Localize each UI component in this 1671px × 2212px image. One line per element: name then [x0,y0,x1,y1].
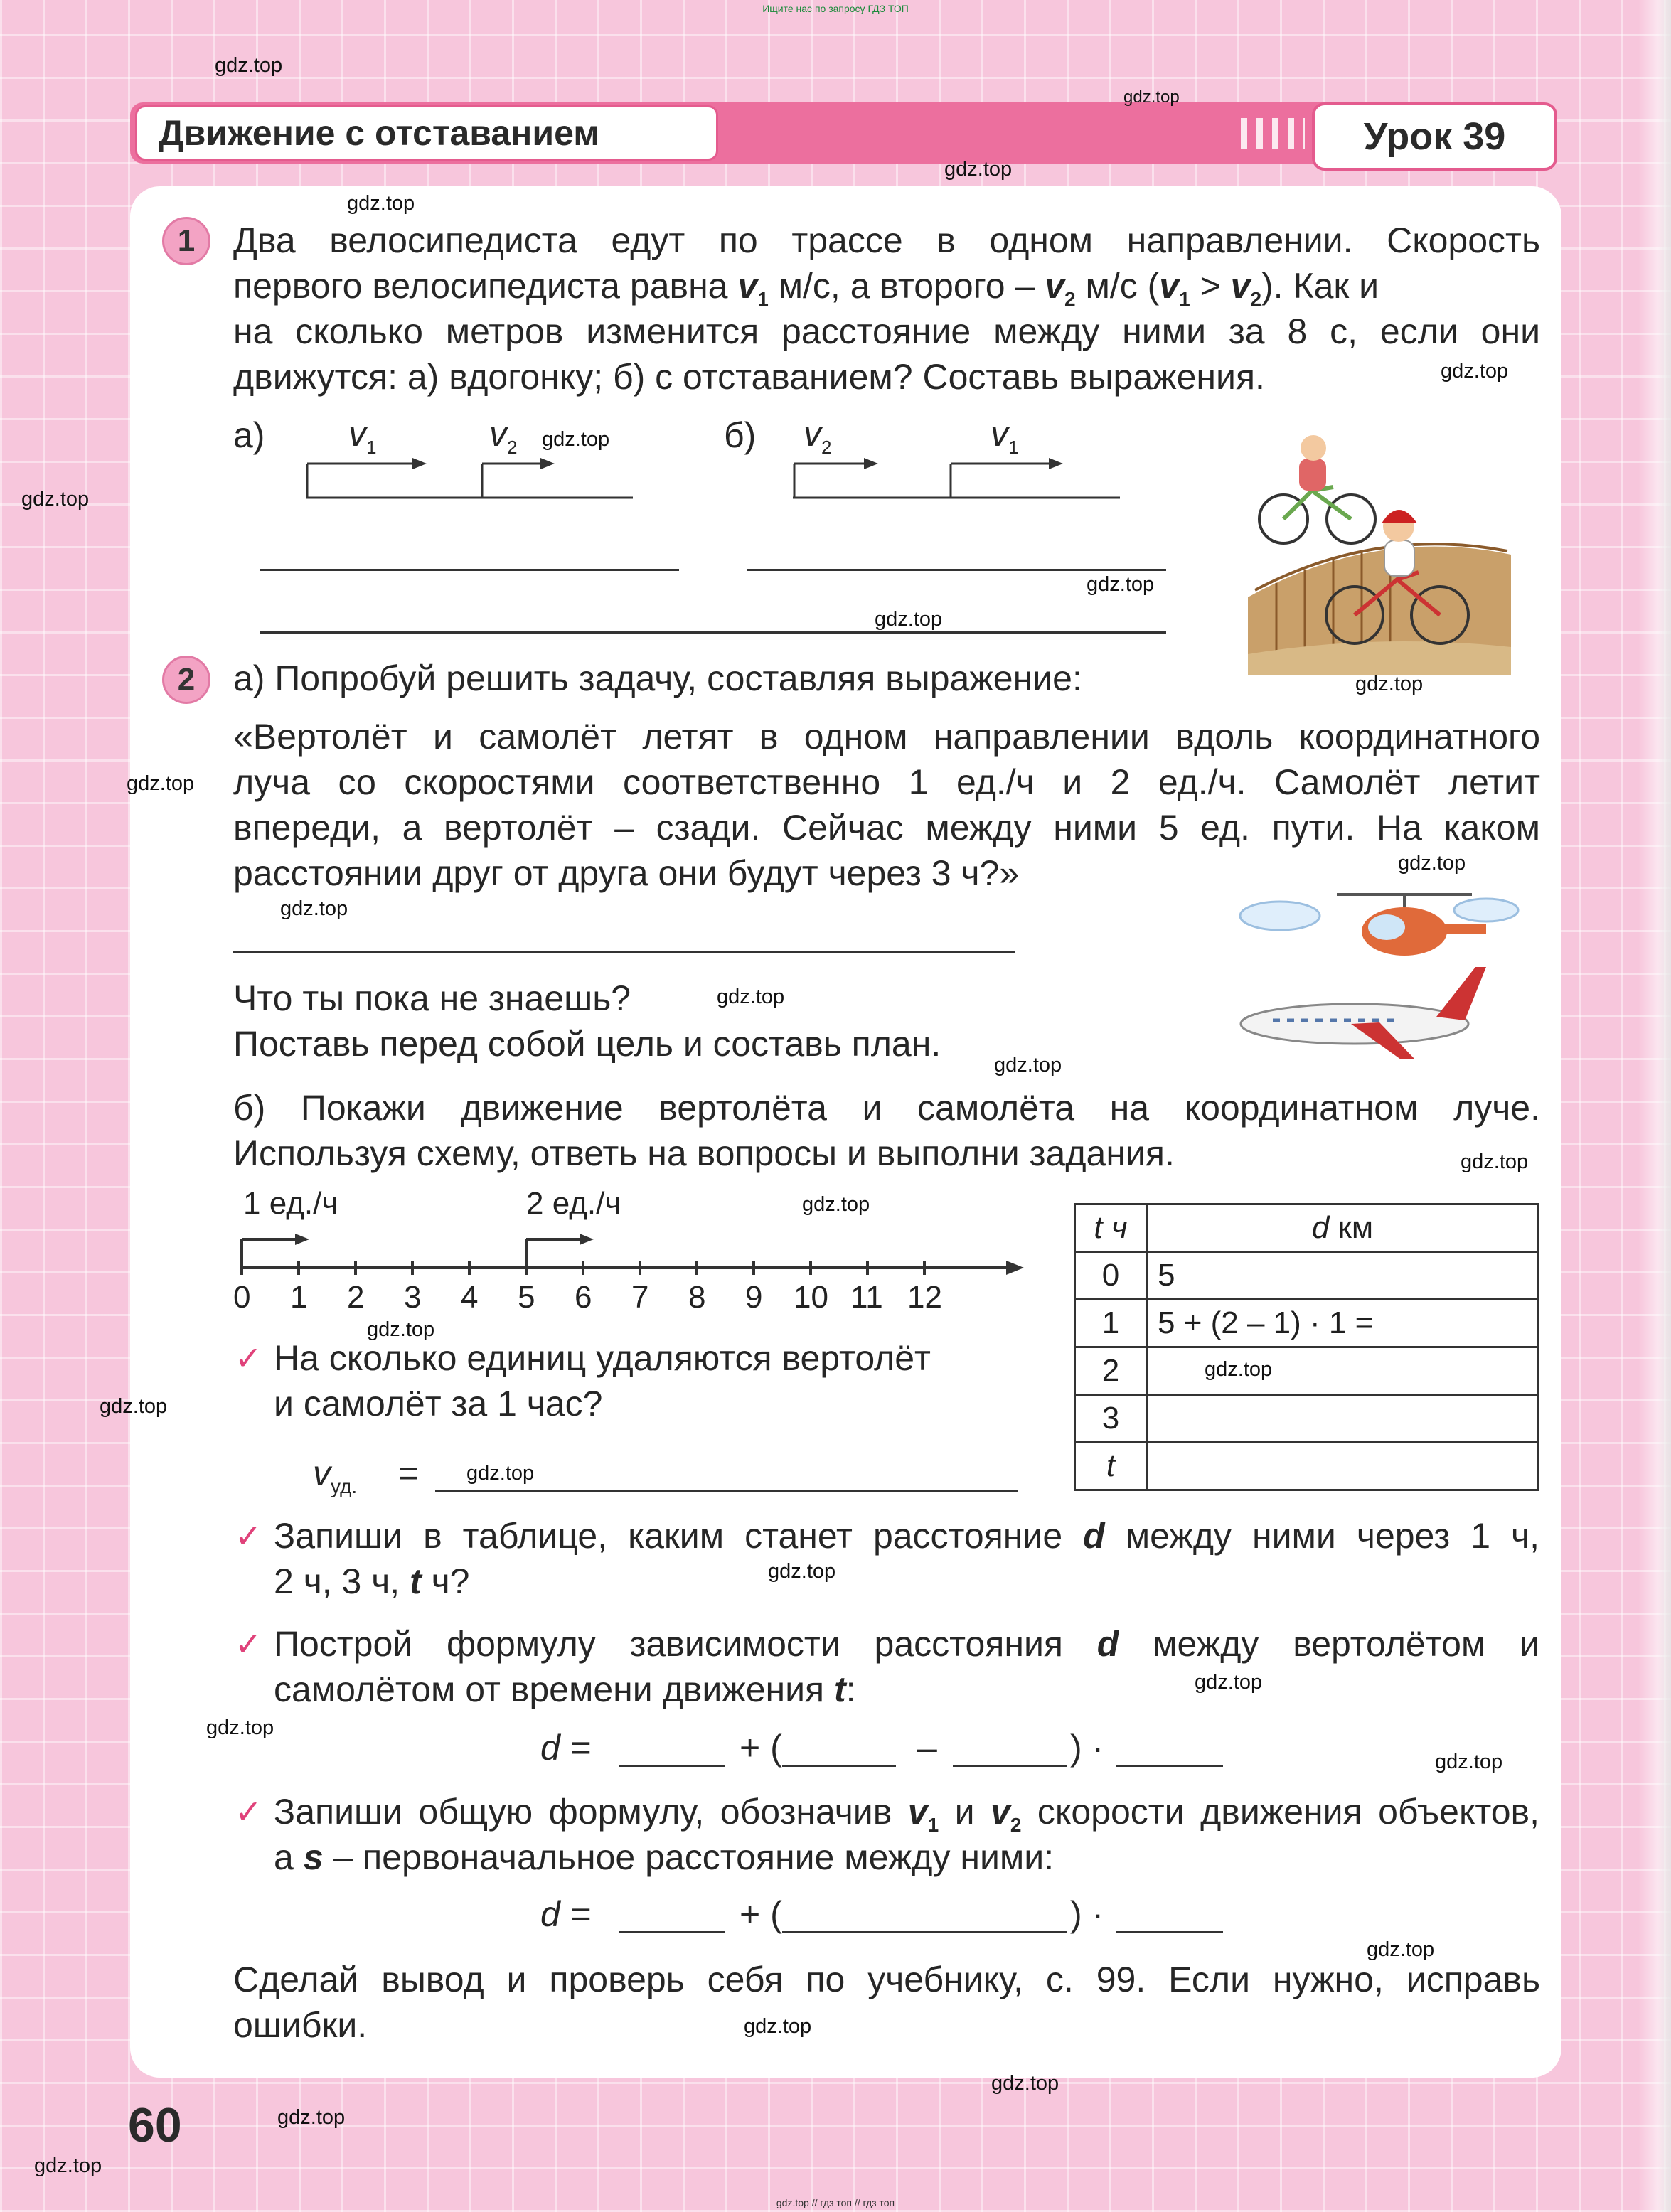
table-cell-t: 1 [1075,1300,1147,1347]
formula-2-blank-t[interactable] [1116,1931,1223,1933]
watermark: gdz.top [1441,360,1509,383]
axis-tick-label: 11 [850,1280,883,1315]
watermark: gdz.top [991,2072,1059,2095]
table-header-row [1075,1204,1539,1252]
diagram-b-v1: $v_1$ [991,414,1019,458]
formula-2-close: ) · [1070,1894,1104,1934]
watermark: gdz.top [744,2015,812,2038]
watermark: gdz.top [944,158,1013,181]
watermark: gdz.top [1205,1358,1273,1381]
formula-1-blank-v1[interactable] [953,1765,1067,1767]
watermark: gdz.top [875,608,943,631]
diagram-a-label: а) [233,415,265,455]
check-mark-4: ✓ [235,1793,262,1830]
axis-tick-label: 6 [575,1280,592,1315]
check-mark-1: ✓ [235,1340,262,1377]
watermark: gdz.top [802,1193,870,1216]
diagram-a-v2: $v_2$ [489,414,518,458]
axis-tick-label: 10 [794,1280,828,1315]
q-plan: Поставь перед собой цель и составь план. [233,1024,941,1064]
task-2-quote-line-4: расстоянии друг от друга они будут через 3 ч?» [233,853,1020,893]
bottom-note: gdz.top // гдз топ // гдз топ [776,2197,895,2208]
check-1-line-1: На сколько единиц удаляются вертолёт [274,1338,931,1378]
watermark: gdz.top [1461,1150,1529,1173]
check-2-line-1: Запиши в таблице, каким станет расстояние d между ними через 1 ч, [274,1516,1539,1556]
axis-tick-label: 0 [233,1280,251,1315]
answer-line-a-1[interactable] [260,569,679,571]
diagram-b-arrows [786,448,1127,505]
check-3-line-2: самолётом от времени движения t: [274,1669,856,1709]
conclusion-line-1: Сделай вывод и проверь себя по учебнику, с. 99. Если нужно, исправь [233,1960,1540,1999]
v-ud-equals: = [398,1453,420,1493]
coordinate-ray [231,1219,1027,1276]
table-cell-d[interactable]: 5 [1147,1252,1539,1300]
task-2-quote-line-3: впереди, а вертолёт – сзади. Сейчас между ними 5 ед. пути. На каком [233,808,1540,848]
task-1-line-4: движутся: а) вдогонку; б) с отставанием? Составь выражения. [233,357,1265,397]
formula-1-blank-s[interactable] [619,1765,725,1767]
title-stripes [1241,118,1305,149]
table-row [1075,1347,1539,1395]
watermark: gdz.top [100,1395,168,1418]
formula-1-plus: + ( [740,1728,782,1768]
axis-tick-label: 2 [347,1280,365,1315]
table-cell-t: t [1075,1443,1147,1490]
table-row [1075,1252,1539,1300]
formula-1-minus: – [917,1728,937,1768]
page-spine [1638,0,1671,2212]
diagram-a-arrows [299,448,640,505]
watermark: gdz.top [1123,87,1180,107]
check-2-line-2: 2 ч, 3 ч, t ч? [274,1561,470,1601]
watermark: gdz.top [768,1560,836,1583]
watermark: gdz.top [21,488,90,511]
task-2-a-intro: а) Попробуй решить задачу, составляя выражение: [233,658,1082,698]
aircraft-illustration [1230,882,1529,1059]
table-cell-t: 3 [1075,1395,1147,1443]
formula-2-plus: + ( [740,1894,782,1934]
axis-tick-label: 7 [631,1280,649,1315]
axis-tick-label: 8 [688,1280,706,1315]
task-1-line-3: на сколько метров изменится расстояние между ними за 8 с, если они [233,311,1540,351]
table-cell-t: 2 [1075,1347,1147,1395]
answer-line-2a[interactable] [233,951,1015,953]
v-ud-answer-line[interactable] [435,1490,1018,1492]
watermark: gdz.top [1398,852,1466,875]
conclusion-line-2: ошибки. [233,2005,368,2045]
table-cell-d[interactable] [1147,1443,1539,1490]
formula-1-blank-t[interactable] [1116,1765,1223,1767]
watermark: gdz.top [1367,1938,1435,1961]
check-4-line-2: а s – первоначальное расстояние между ними: [274,1837,1055,1877]
table-header-t: t ч [1075,1204,1147,1252]
check-4-line-1: Запиши общую формулу, обозначив $v_1$ и $v_2$ скорости движения объектов, [274,1792,1539,1836]
diagram-b-label: б) [724,415,757,455]
top-note: Ищите нас по запросу ГДЗ ТОП [762,3,909,14]
task-2-b-line-2: Используя схему, ответь на вопросы и выполни задания. [233,1133,1175,1173]
table-cell-t: 0 [1075,1252,1147,1300]
watermark: gdz.top [1087,573,1155,596]
speed-label-1: 1 ед./ч [243,1186,338,1221]
task-2-quote-line-1: «Вертолёт и самолёт летят в одном направлении вдоль координатного [233,717,1540,757]
check-mark-2: ✓ [235,1517,262,1554]
watermark: gdz.top [542,428,610,451]
task-2-b-line-1: б) Покажи движение вертолёта и самолёта на координатном луче. [233,1088,1540,1128]
lesson-title: Движение с отставанием [135,105,718,161]
formula-1-blank-v2[interactable] [782,1765,896,1767]
task-2-number: 2 [162,656,210,704]
table-row [1075,1395,1539,1443]
watermark: gdz.top [277,2106,346,2129]
lesson-number: Урок 39 [1312,102,1557,171]
table-header-d: d км [1147,1204,1539,1252]
diagram-a-v1: $v_1$ [348,414,377,458]
watermark: gdz.top [1195,1671,1263,1694]
task-2-quote-line-2: луча со скоростями соответственно 1 ед./ч и 2 ед./ч. Самолёт летит [233,762,1540,802]
axis-tick-label: 9 [745,1280,763,1315]
check-mark-3: ✓ [235,1625,262,1662]
watermark: gdz.top [280,897,348,920]
q-unknown: Что ты пока не знаешь? [233,978,631,1018]
speed-label-2: 2 ед./ч [526,1186,621,1221]
watermark: gdz.top [206,1716,274,1739]
check-1-line-2: и самолёт за 1 час? [274,1384,603,1423]
formula-1-lhs: d = [540,1728,591,1768]
answer-line-b-1[interactable] [747,569,1166,571]
axis-tick-label: 5 [518,1280,535,1315]
watermark: gdz.top [466,1462,535,1485]
page-number: 60 [128,2098,182,2152]
watermark: gdz.top [347,192,415,215]
table-row [1075,1300,1539,1347]
axis-tick-label: 3 [404,1280,422,1315]
table-row [1075,1443,1539,1490]
watermark: gdz.top [127,772,195,795]
formula-1-close: ) · [1070,1728,1104,1768]
axis-tick-label: 12 [907,1280,942,1315]
check-3-line-1: Построй формулу зависимости расстояния d между вертолётом и [274,1624,1539,1664]
table-cell-d[interactable] [1147,1395,1539,1443]
watermark: gdz.top [34,2154,102,2177]
watermark: gdz.top [1355,673,1424,695]
v-ud-label: $v_{уд.}$ [313,1453,358,1497]
watermark: gdz.top [1435,1751,1503,1773]
axis-tick-label: 1 [290,1280,308,1315]
answer-line-2[interactable] [260,631,1166,634]
formula-2-blank-s[interactable] [619,1931,725,1933]
watermark: gdz.top [994,1054,1062,1076]
axis-tick-label: 4 [461,1280,479,1315]
watermark: gdz.top [717,985,785,1008]
task-1-line-1: Два велосипедиста едут по трассе в одном направлении. Скорость [233,220,1540,260]
formula-2-blank-speed[interactable] [782,1931,1067,1933]
task-1-line-2: первого велосипедиста равна $v_1$ м/с, а второго – $v_2$ м/с $(v_1 > v_2)$. Как и [233,266,1379,310]
distance-table [1074,1203,1539,1491]
cyclists-illustration [1234,420,1511,675]
table-cell-d[interactable]: 5 + (2 – 1) · 1 = [1147,1300,1539,1347]
watermark: gdz.top [367,1318,435,1341]
formula-2-lhs: d = [540,1894,591,1934]
watermark: gdz.top [215,54,283,77]
diagram-b-v2: $v_2$ [804,414,832,458]
task-1-number: 1 [162,217,210,265]
